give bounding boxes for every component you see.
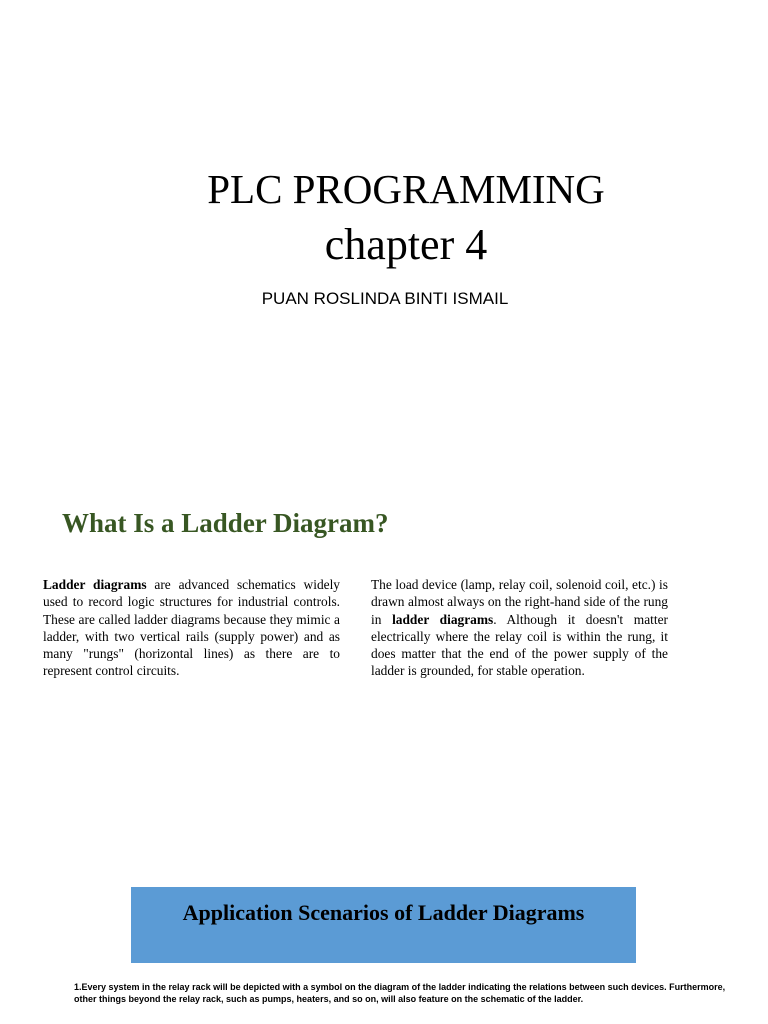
banner-title: Application Scenarios of Ladder Diagrams xyxy=(182,900,585,925)
application-banner xyxy=(131,887,636,963)
left-paragraph-lead: Ladder diagrams xyxy=(43,577,147,592)
footnote-text: 1.Every system in the relay rack will be depicted with a symbol on the diagram of the ladder indicating the relations between such devices. Furthermore, other things beyond the relay rack, such as pumps, heaters, and so on, will also feature on the schematic of the ladder. xyxy=(74,982,726,1004)
section-heading: What Is a Ladder Diagram? xyxy=(62,508,389,538)
right-paragraph-bold: ladder diagrams xyxy=(392,611,494,627)
left-paragraph-text: are advanced schematics widely used to record logic structures for industrial controls. These are called ladder diagrams because they mimic a ladder, with two vertical rails (supply power) and as many "rungs" (horizontal lines) as there are to represent control circuits. xyxy=(43,577,340,679)
document-title: PLC PROGRAMMING xyxy=(207,166,605,212)
document-subtitle: chapter 4 xyxy=(324,220,488,269)
right-paragraph xyxy=(371,576,668,680)
author-name: PUAN ROSLINDA BINTI ISMAIL xyxy=(261,289,509,308)
right-paragraph-text-after: . Although it doesn't matter electrically where the relay coil is within the rung, it does matter that the end of the power supply of the ladder is grounded, for stable operation. xyxy=(371,611,668,679)
left-paragraph xyxy=(43,576,340,680)
right-paragraph-text-before: The load device (lamp, relay coil, solenoid coil, etc.) is drawn almost always on the right-hand side of the rung in xyxy=(371,577,668,627)
